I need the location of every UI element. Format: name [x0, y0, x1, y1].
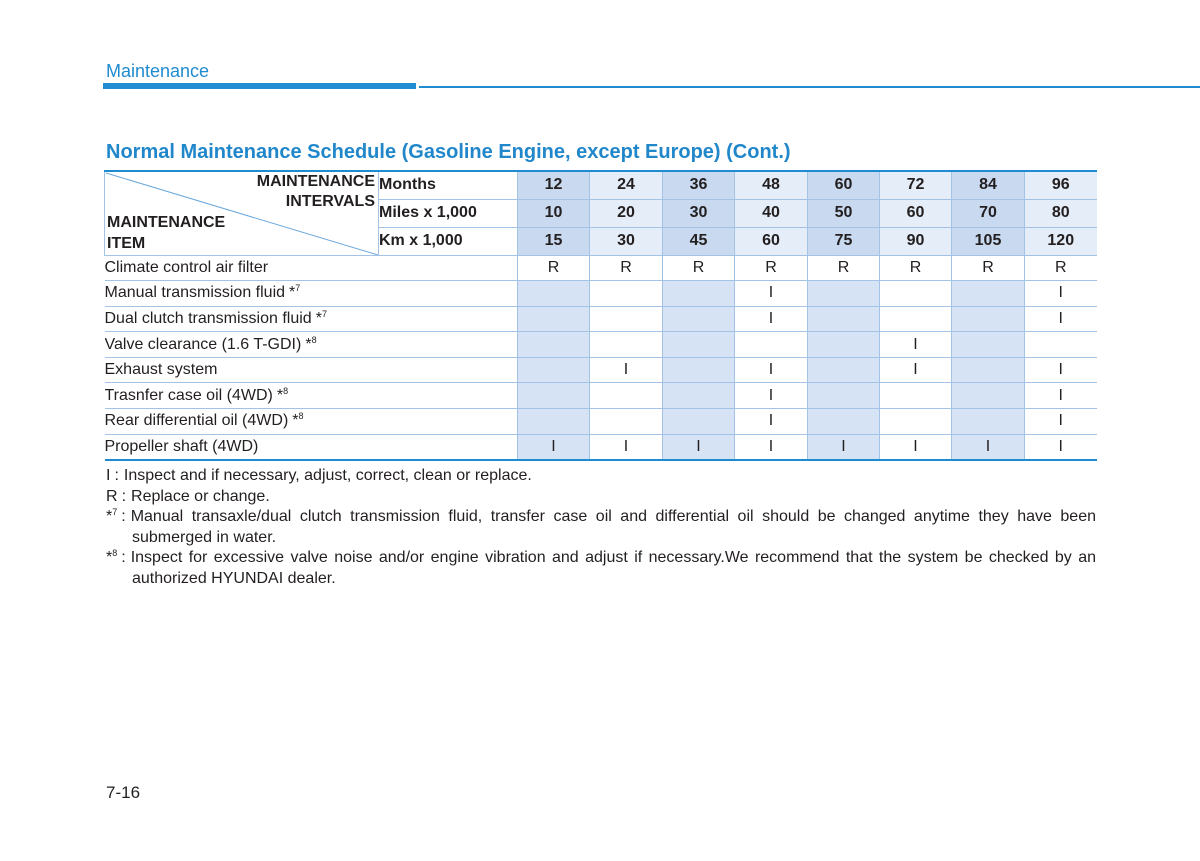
schedule-cell: I	[1025, 409, 1097, 435]
note-inspect	[106, 466, 1096, 487]
schedule-cell	[952, 332, 1025, 358]
interval-value-cell: 30	[590, 227, 663, 255]
schedule-cell: I	[590, 357, 663, 383]
schedule-cell: I	[1025, 357, 1097, 383]
schedule-cell	[663, 409, 735, 435]
note-footnote-8	[106, 548, 1096, 589]
interval-value-cell: 36	[663, 171, 735, 199]
schedule-row	[105, 409, 1097, 435]
note-footnote-7	[106, 507, 1096, 548]
schedule-cell: I	[952, 434, 1025, 460]
schedule-cell: I	[735, 357, 808, 383]
schedule-cell: I	[735, 383, 808, 409]
item-name-cell	[105, 255, 518, 281]
schedule-row	[105, 434, 1097, 460]
interval-value-cell: 60	[808, 171, 880, 199]
note-separator: :	[121, 549, 126, 567]
schedule-cell: I	[880, 332, 952, 358]
item-name-cell	[105, 357, 518, 383]
schedule-cell	[590, 383, 663, 409]
interval-value-cell: 12	[518, 171, 590, 199]
schedule-cell: I	[880, 357, 952, 383]
schedule-cell	[663, 357, 735, 383]
interval-label: Km x 1,000	[379, 227, 518, 255]
note-number: 8	[112, 548, 118, 559]
schedule-cell: I	[880, 434, 952, 460]
schedule-cell	[880, 383, 952, 409]
schedule-cell: R	[880, 255, 952, 281]
schedule-cell: I	[735, 281, 808, 307]
schedule-cell: I	[735, 434, 808, 460]
schedule-cell	[952, 357, 1025, 383]
schedule-cell	[808, 332, 880, 358]
schedule-row	[105, 332, 1097, 358]
schedule-cell: R	[663, 255, 735, 281]
item-name: Rear differential oil (4WD)	[104, 412, 289, 430]
item-note-number: 8	[298, 411, 304, 422]
section-header-label: Maintenance	[106, 61, 210, 81]
interval-label: Miles x 1,000	[379, 199, 518, 227]
interval-value-cell: 50	[808, 199, 880, 227]
schedule-cell	[952, 306, 1025, 332]
schedule-cell	[808, 306, 880, 332]
interval-value-cell: 20	[590, 199, 663, 227]
interval-value-cell: 72	[880, 171, 952, 199]
schedule-cell: I	[735, 409, 808, 435]
schedule-cell	[518, 357, 590, 383]
schedule-cell: I	[1025, 434, 1097, 460]
item-name: Manual transmission fluid	[104, 284, 286, 302]
schedule-cell	[663, 383, 735, 409]
item-note-number: 8	[283, 385, 289, 396]
interval-value-cell: 105	[952, 227, 1025, 255]
schedule-cell	[518, 383, 590, 409]
schedule-cell	[590, 332, 663, 358]
note-separator: :	[121, 508, 126, 526]
schedule-row	[105, 255, 1097, 281]
item-note-mark: *	[315, 309, 322, 327]
item-name: Dual clutch transmission fluid	[104, 309, 312, 327]
section-header-rule	[419, 86, 1200, 88]
schedule-cell	[663, 306, 735, 332]
interval-value-cell: 60	[880, 199, 952, 227]
schedule-cell: R	[735, 255, 808, 281]
interval-value-cell: 96	[1025, 171, 1097, 199]
item-name: Exhaust system	[104, 361, 218, 379]
schedule-cell	[880, 281, 952, 307]
item-name-cell	[105, 281, 518, 307]
schedule-row	[105, 383, 1097, 409]
note-separator: :	[114, 467, 119, 484]
interval-value-cell: 75	[808, 227, 880, 255]
schedule-cell: R	[952, 255, 1025, 281]
schedule-cell: I	[1025, 281, 1097, 307]
note-mark: *	[106, 508, 113, 526]
schedule-cell	[590, 306, 663, 332]
item-note-mark: *	[276, 386, 284, 404]
schedule-cell	[518, 281, 590, 307]
page-number: 7-16	[106, 783, 141, 802]
corner-intervals-line2: INTERVALS	[285, 193, 375, 210]
schedule-cell	[663, 332, 735, 358]
item-name-cell	[105, 434, 518, 460]
note-mark: I	[106, 467, 111, 484]
note-mark: R	[106, 487, 118, 505]
schedule-cell	[518, 306, 590, 332]
item-note-mark: *	[305, 335, 312, 353]
interval-value-cell: 70	[952, 199, 1025, 227]
schedule-cell: I	[518, 434, 590, 460]
schedule-cell: R	[518, 255, 590, 281]
interval-value-cell: 30	[663, 199, 735, 227]
item-name: Trasnfer case oil (4WD)	[104, 386, 273, 404]
schedule-cell	[880, 409, 952, 435]
interval-value-cell: 24	[590, 171, 663, 199]
schedule-cell	[952, 409, 1025, 435]
item-note-number: 8	[311, 334, 317, 345]
schedule-cell: I	[735, 306, 808, 332]
interval-row-months	[105, 171, 1097, 199]
interval-value-cell: 80	[1025, 199, 1097, 227]
schedule-row	[105, 281, 1097, 307]
schedule-cell	[735, 332, 808, 358]
interval-value-cell: 90	[880, 227, 952, 255]
schedule-cell	[808, 357, 880, 383]
schedule-cell: I	[590, 434, 663, 460]
schedule-cell	[663, 281, 735, 307]
interval-value-cell: 45	[663, 227, 735, 255]
schedule-cell	[952, 383, 1025, 409]
item-name: Valve clearance (1.6 T-GDI)	[104, 335, 302, 353]
interval-value-cell: 40	[735, 199, 808, 227]
item-name: Climate control air filter	[104, 258, 269, 276]
note-replace	[106, 487, 1096, 508]
item-name-cell	[105, 306, 518, 332]
corner-item-line2: ITEM	[107, 235, 146, 252]
legend-notes	[106, 466, 1096, 590]
schedule-cell	[590, 281, 663, 307]
schedule-cell	[952, 281, 1025, 307]
note-number: 7	[112, 507, 118, 518]
schedule-cell	[880, 306, 952, 332]
section-header-bar	[103, 83, 416, 89]
interval-value-cell: 120	[1025, 227, 1097, 255]
note-separator: :	[121, 487, 127, 505]
item-note-number: 7	[295, 283, 301, 294]
interval-label: Months	[379, 171, 518, 199]
schedule-row	[105, 306, 1097, 332]
item-name-cell	[105, 409, 518, 435]
interval-value-cell: 60	[735, 227, 808, 255]
schedule-cell: R	[808, 255, 880, 281]
item-name-cell	[105, 332, 518, 358]
item-note-number: 7	[321, 308, 327, 319]
page-title: Normal Maintenance Schedule (Gasoline Engine, except Europe) (Cont.)	[106, 141, 791, 163]
schedule-cell: I	[1025, 383, 1097, 409]
interval-value-cell: 10	[518, 199, 590, 227]
interval-value-cell: 84	[952, 171, 1025, 199]
schedule-cell	[518, 409, 590, 435]
corner-intervals-line1: MAINTENANCE	[256, 173, 375, 190]
schedule-cell: R	[590, 255, 663, 281]
interval-value-cell: 15	[518, 227, 590, 255]
schedule-cell: I	[663, 434, 735, 460]
schedule-cell	[808, 409, 880, 435]
interval-value-cell: 48	[735, 171, 808, 199]
note-text: Inspect for excessive valve noise and/or engine vibration and adjust if necessary.We recommend that the system be checked by an authorized HYUNDAI dealer.	[130, 549, 1096, 587]
schedule-cell	[518, 332, 590, 358]
corner-item-line1: MAINTENANCE	[107, 214, 226, 231]
schedule-cell: I	[1025, 306, 1097, 332]
item-note-mark: *	[292, 412, 299, 430]
schedule-cell	[1025, 332, 1097, 358]
item-name: Propeller shaft (4WD)	[104, 437, 259, 455]
corner-header-cell	[105, 171, 379, 255]
item-note-mark: *	[289, 284, 296, 302]
note-text: Inspect and if necessary, adjust, correct, clean or replace.	[123, 467, 532, 484]
maintenance-schedule-table	[104, 170, 1097, 461]
note-mark: *	[106, 549, 113, 567]
schedule-cell	[808, 281, 880, 307]
item-name-cell	[105, 383, 518, 409]
note-text: Manual transaxle/dual clutch transmission fluid, transfer case oil and differential oil should be changed anytime they have been submerged in water.	[130, 508, 1096, 546]
note-text: Replace or change.	[131, 487, 270, 505]
schedule-cell: I	[808, 434, 880, 460]
schedule-cell	[808, 383, 880, 409]
schedule-cell: R	[1025, 255, 1097, 281]
schedule-row	[105, 357, 1097, 383]
schedule-cell	[590, 409, 663, 435]
